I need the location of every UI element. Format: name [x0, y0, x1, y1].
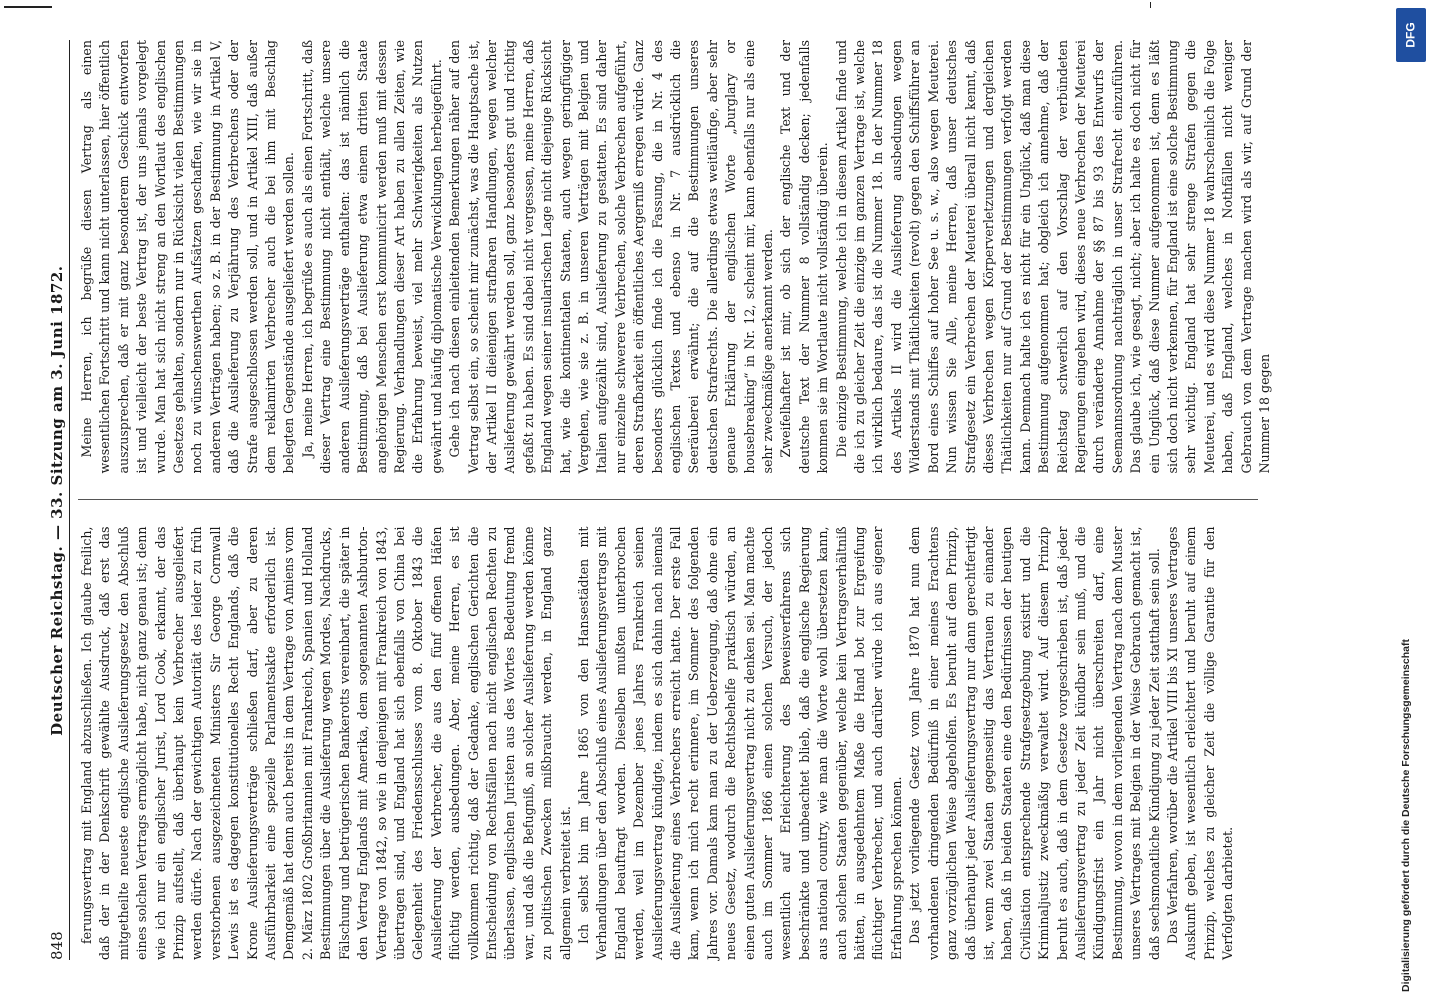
paragraph: Gehe ich nach diesen einleitenden Bemerkungen näher auf den Vertrag selbst ein, so scheint mir zunächst, was die Hauptsache ist, der Artikel II dieienigen strafbaren Handlungen, wegen welcher Auslieferung gewährt werden soll, ganz besonders gut und richtig gefaßt zu haben. Es sind dabei nicht vergessen, meine Herren, daß England wegen seiner insularischen Lage nicht diejenige Rücksicht hat, wie die kontinentalen Staaten, auch wegen geringfügiger Vergehen, wie sie z. B. in unseren Verträgen mit Belgien und Italien aufgezählt sind, Auslieferung zu gestatten. Es sind daher nur einzelne schwerere Verbrechen, solche Verbrechen aufgeführt, deren Strafbarkeit ein öffentliches Aergerniß erregen würde. Ganz besonders glücklich finde ich die Fassung, die in Nr. 4 des englischen Textes und ebenso in Nr. 7 ausdrücklich die Seeräuberei erwähnt; die auf die Bestimmungen unseres deutschen Strafrechts. Die allerdings etwas weitläufige, aber sehr genaue Erklärung der englischen Worte „burglary or housebreaking“ in Nr. 12, scheint mir, kann ebenfalls nur als eine sehr zweckmäßige anerkannt werden.	[447, 40, 776, 474]
scan-mark	[4, 6, 52, 8]
running-head	[40, 40, 70, 960]
page-number: 848	[48, 931, 66, 960]
digitization-notice: Digitalisierung gefördert durch die Deutsche Forschungsgemeinschaft	[1400, 639, 1412, 992]
paragraph: Die einzige Bestimmung, welche ich in diesem Artikel finde und die ich zu gleicher Zeit die einzige im ganzen Vertrage ist, welche ich wirklich bedaure, das ist die Nummer 18. In der Nummer 18 des Artikels II wird die Auslieferung ausbedungen wegen Widerstands mit Thätlichkeiten (revolt) gegen den Schiffsführer an Bord eines Schiffes auf hoher See u. s. w., also wegen Meuterei. Nun wissen Sie Alle, meine Herren, daß unser deutsches Strafgesetz ein Verbrechen der Meuterei überall nicht kennt, daß dieses Verbrechen wegen Körperverletzungen und dergleichen Thätlichkeiten nur auf Grund der Bestimmungen verfolgt werden kann. Demnach halte ich es nicht für ein Unglück, daß man diese Bestimmung aufgenommen hat; obgleich ich annehme, daß der Reichstag schwerlich auf den Vorschlag der verbündeten Regierungen eingehen wird, dieses neue Verbrechen der Meuterei durch veränderte Annahme der §§ 87 bis 93 des Entwurfs der Seemannsordnung nachträglich in unser Strafrecht einzuführen. Das glaube ich, wie gesagt, nicht; aber ich halte es doch nicht für ein Unglück, daß diese Nummer aufgenommen ist, denn es läßt sich doch nicht verkennen, für England ist eine solche Bestimmung sehr wichtig. England hat sehr strenge Strafen gegen die Meuterei, und es wird diese Nummer 18 wahrscheinlich die Folge haben, daß England, welches in Nothfällen nicht weniger Gebrauch von dem Vertrage machen wird als wir, auf Grund der Nummer 18 gegen	[833, 40, 1272, 474]
paragraph: Zweifelhafter ist mir, ob sich der englische Text und der deutsche Text der Nummer 8 vollständig decken; jedenfalls kommen sie im Wortlaute nicht vollständig überein.	[778, 40, 831, 474]
paragraph: Das Verfahren, worüber die Artikel VIII bis XI unseres Vertrages Auskunft geben, ist wesentlich erleichtert und beruht auf einem Prinzip, welches zu gleicher Zeit die völlige Garantie für den Verfolgten darbietet.	[1164, 526, 1236, 960]
text-columns	[78, 40, 1272, 960]
dfg-logo: DFG	[1396, 8, 1426, 62]
paragraph: Meine Herren, ich begrüße diesen Vertrag als einen wesentlichen Fortschritt und kann nicht unterlassen, hier öffentlich auszusprechen, daß er mit ganz besonderem Geschick entworfen ist und vielleicht der beste Vertrag ist, der uns jemals vorgelegt wurde. Man hat sich nicht streng an den Wortlaut des englischen Gesetzes gehalten, sondern nur in Rücksicht vielen Bestimmungen noch zu wünschenswerthen Aufsätzen geschaffen, wie wir sie in anderen Verträgen haben; so z. B. in der Bestimmung in Artikel V, daß die Auslieferung zu Verjährung des Verbrechens oder der Strafe ausgeschlossen werden soll, und in Artikel XIII, daß außer dem reklamirten Verbrecher auch die bei ihm mit Beschlag belegten Gegenstände ausgeliefert werden sollen.	[79, 40, 297, 474]
digitization-strip	[1390, 0, 1432, 1000]
left-column	[78, 527, 1258, 961]
column-divider	[78, 500, 1258, 501]
paragraph: Das jetzt vorliegende Gesetz vom Jahre 1870 hat nun dem vorhandenen dringenden Bedürfniß in einer meines Erachtens ganz vorzüglichen Weise abgeholfen. Es beruht auf dem Prinzip, daß überhaupt jeder Auslieferungsvertrag nur dann gerechtfertigt ist, wenn zwei Staaten gegenseitig das Vertrauen zu einander haben, daß in beiden Staaten eine den Bedürfnissen der heutigen Civilisation entsprechende Strafgesetzgebung existirt und die Kriminaljustiz zweckmäßig verwaltet wird. Auf diesem Prinzip beruht es auch, daß in dem Gesetze vorgeschrieben ist, daß jeder Auslieferungsvertrag zu jeder Zeit kündbar sein muß, und die Kündigungsfrist ein Jahr nicht überschreiten darf, eine Bestimmung, wovon in dem vorliegenden Vertrag nach dem Muster unseres Vertrages mit Belgien in der Weise Gebrauch gemacht ist, daß sechsmonatliche Kündigung zu jeder Zeit statthaft sein soll.	[907, 526, 1162, 960]
paragraph: Ja, meine Herren, ich begrüße es auch als einen Fortschritt, daß dieser Vertrag eine Bestimmung nicht enthält, welche unsere anderen Auslieferungsverträge enthalten: das ist nämlich die Bestimmung, daß bei Auslieferung etwa einem dritten Staate angehörigen Menschen erst kommunicirt werden muß mit dessen Regierung. Verhandlungen dieser Art haben zu allen Zeiten, wie die Erfahrung beweist, viel mehr Schwierigkeiten als Nutzen gewährt und häufig diplomatische Verwicklungen herbeigeführt.	[299, 40, 444, 474]
right-column	[78, 40, 1272, 474]
running-head-title: Deutscher Reichstag. — 33. Sitzung am 3. Juni 1872.	[48, 265, 66, 736]
paragraph: Ich selbst bin im Jahre 1865 von den Hansestädten mit Verhandlungen über den Abschluß eines Auslieferungsvertrags mit England beauftragt worden. Dieselben mußten unterbrochen werden, weil im Dezember jenes Jahres Frankreich seinen Auslieferungsvertrag kündigte, indem es sich dahin nach niemals die Auslieferung eines Verbrechers erreicht hatte. Der erste Fall kam, wenn ich mich recht erinnere, im Sommer des folgenden Jahres vor. Damals kam man zu der Ueberzeugung, daß ohne ein neues Gesetz, wodurch die Rechtsbehelfe praktisch würden, an einen guten Auslieferungsvertrag nicht zu denken sei. Man machte auch im Sommer 1866 einen solchen Versuch, der jedoch wesentlich auf Erleichterung des Beweisverfahrens sich beschränkte und unbeachtet blieb, daß die englische Regierung aus national country, wie man die Worte wohl übersetzen kann, auch solchen Staaten gegenüber, welche kein Vertragsverhältniß hätten, in ausgedehntem Maße die Hand bot zur Ergreifung flüchtiger Verbrecher, und auch darüber würde ich aus eigener Erfahrung sprechen können.	[575, 526, 904, 960]
scan-mark	[1150, 2, 1151, 8]
paragraph: ferungsvertrag mit England abzuschließen. Ich glaube freilich, daß der in der Denkschrift gewählte Ausdruck, daß erst das mitgetheilte neueste englische Auslieferungsgesetz den Abschluß eines solchen Vertrags ermöglicht habe, nicht ganz genau ist; denn wie ich nur ein englischer Jurist, Lord Cook, erkannt, der das Prinzip aufstellt, daß überhaupt kein Verbrecher ausgeliefert werden dürfe. Nach der gewichtigen Autorität des leider zu früh verstorbenen ausgezeichneten Ministers Sir George Cornwall Lewis ist es dagegen konstitutionelles Recht Englands, daß die Krone Auslieferungsverträge schließen darf, aber zu deren Ausführbarkeit eine spezielle Parlamentsakte erforderlich ist. Demgemäß hat denn auch bereits in dem Vertrage von Amiens vom 2. März 1802 Großbritannien mit Frankreich, Spanien und Holland Bestimmungen über die Auslieferung wegen Mordes, Nachdrucks, Fälschung und betrügerischen Bankerotts vereinbart, die später in den Vertrag Englands mit Amerika, dem sogenannten Ashburton-Vertrage von 1842, so wie in denjenigen mit Frankreich von 1843, übertragen sind, und England hat sich ebenfalls von China bei Gelegenheit des Friedensschlusses vom 8. Oktober 1843 die Auslieferung der Verbrecher, die aus den fünf offenen Häfen flüchtig werden, ausbedungen. Aber, meine Herren, es ist vollkommen richtig, daß der Gedanke, englischen Gerichten die Entscheidung von Rechtsfällen nach nicht englischen Rechten zu überlassen, englischen Juristen aus des Wortes Bedeutung fremd war, und daß die Befugniß, an solcher Auslieferung werden könne zu politischen Zwecken mißbraucht werden, in England ganz allgemein verbreitet ist.	[79, 526, 573, 960]
